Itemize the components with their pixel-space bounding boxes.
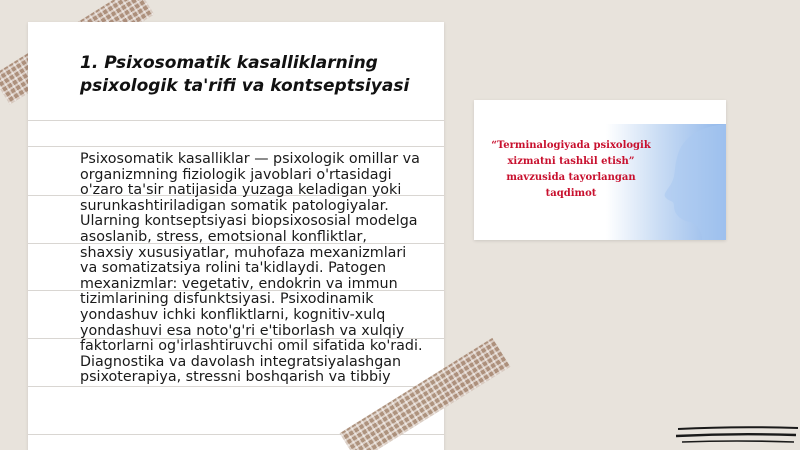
paper-rule-line [28, 386, 444, 387]
slide-title: 1. Psixosomatik kasalliklarning psixologik ta'rifi va kontseptsiyasi [80, 53, 410, 96]
paper-rule-line [28, 120, 444, 121]
decorative-lines [676, 422, 800, 450]
image-caption-line: “Terminalogiyada psixologik [491, 140, 651, 151]
slide-body-text: Psixosomatik kasalliklar — psixologik omillar va organizmning fiziologik javoblari o'rtasidagi o'zaro ta'sir natijasida yuzaga keladigan yoki surunkashtiriladigan somatik patologiyalar. Ularning kontseptsiyasi biopsixososial modelga asoslanib, stress, emotsional konfliktlar, shaxsiy xususiyatlar, muhofaza mexanizmlari va somatizatsiya rolini ta'kidlaydi. Patogen mexanizmlar: vegetativ, endokrin va immun tizimlarining disfunktsiyasi. Psixodinamik yondashuv ichki konfliktlarni, kognitiv-xulq yondashuvi esa noto'g'ri e'tiborlash va xulqiy faktorlarni og'irlashtiruvchi omil sifatida ko'radi. Diagnostika va davolash integratsiyalashgan psixoterapiya, stressni boshqarish va tibbiy [80, 151, 423, 386]
paper-rule-line [28, 146, 444, 147]
title-image-card [474, 100, 726, 240]
image-caption-line: xizmatni tashkil etish” [507, 156, 635, 167]
image-caption [486, 138, 656, 202]
image-caption-line: taqdimot [545, 188, 597, 199]
image-caption-line: mavzusida tayorlangan [506, 172, 636, 183]
